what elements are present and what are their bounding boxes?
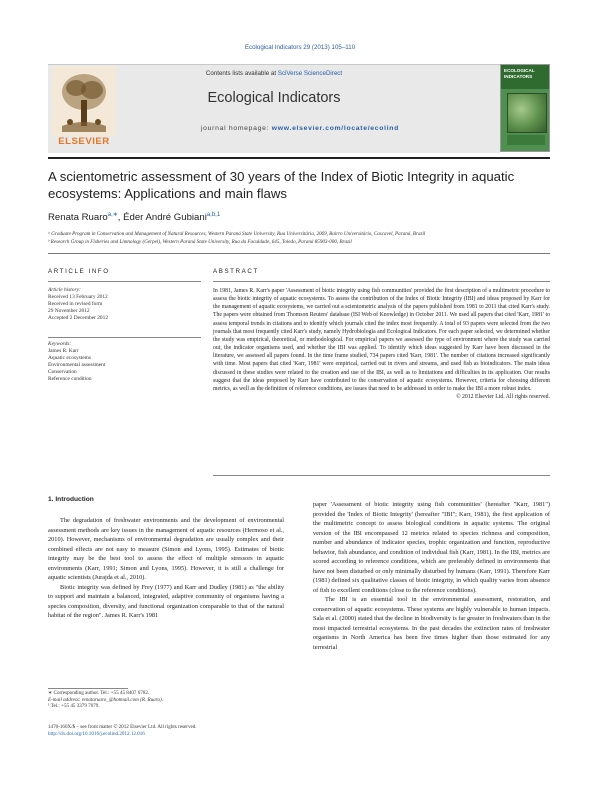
received-date: Received 13 February 2012 — [48, 294, 108, 300]
keyword-item: James R. Karr — [48, 348, 79, 354]
abstract-body — [213, 287, 550, 401]
cover-title: ECOLOGICAL INDICATORS — [504, 68, 535, 79]
abstract-divider — [213, 281, 550, 282]
author-separator: , — [117, 212, 124, 224]
author-name[interactable]: Renata Ruaro — [48, 212, 108, 224]
keywords — [48, 341, 201, 383]
email-note[interactable]: E-mail address: renataruaro_@hotmail.com (R. Ruaro). — [48, 696, 163, 703]
author-name[interactable]: Éder André Gubiani — [123, 212, 207, 224]
body-column-left — [48, 516, 284, 621]
article-title: A scientometric assessment of 30 years of the Index of Biotic Integrity in aquatic ecosystems: Applications and main flaws — [48, 169, 515, 201]
homepage-label: journal homepage: — [200, 125, 270, 132]
abstract-bottom-divider — [213, 475, 550, 476]
corresponding-author-note: ∗ Corresponding author. Tel.: +55 45 8407 6782. — [48, 690, 150, 696]
article-info-divider — [48, 281, 201, 282]
doi-link[interactable]: http://dx.doi.org/10.1016/j.ecolind.2012.12.016 — [48, 730, 145, 737]
history-label: Article history: — [48, 287, 81, 293]
copyright-notice: © 2012 Elsevier Ltd. All rights reserved. — [456, 394, 550, 401]
contents-prefix: Contents lists available at — [205, 70, 277, 77]
keyword-item: Conservation — [48, 369, 77, 375]
issn-line: 1470-160X/$ – see front matter © 2012 Elsevier Ltd. All rights reserved. — [48, 724, 197, 730]
revised-label: Received in revised form — [48, 301, 103, 307]
affiliation-a: ᵃ Graduate Program in Conservation and Management of Natural Resources, Western Paraná State University, Rua Universitária, 2069, Bairro Universitário, Cascavel, Paraná, Brazil — [48, 231, 426, 237]
revised-date: 29 November 2012 — [48, 308, 90, 314]
paragraph: paper 'Assessment of biotic integrity using fish communities' (hereafter "Karr, 1981") provided the 'Index of Biotic Integrity' (hereafter "IBI"; Karr, 1981), the first application of the multimetric concept to assess biological conditions in aquatic systems. The original version of the IBI encompassed 12 metrics related to species richness and composition, number and abundance of indicator species, trophic organization and function, reproductive behavior, fish abundance, and condition of individual fish (Karr, 1981). In the IBI, metrics are scored according to reference conditions, which are preferably defined in environments that have not been disturbed or only minimally disturbed by humans (Karr, 1991). Therefore Karr (1981) defined six qualitative classes of biotic integrity, in which quality varies from absence of fish to excellent conditions (close to the reference conditions). — [313, 501, 550, 594]
section-heading: 1. Introduction — [48, 496, 94, 503]
journal-cover-image[interactable] — [500, 64, 550, 152]
accepted-date: Accepted 2 December 2012 — [48, 315, 109, 321]
article-info-heading: ARTICLE INFO — [48, 268, 110, 275]
affiliation-b: ᵇ Research Group in Fisheries and Limnology (Gerpel), Western Paraná State University, Rua da Faculdade, 645, Toledo, Paraná 85903-000, Brazil — [48, 239, 352, 245]
author-line — [48, 211, 548, 223]
abstract-heading: ABSTRACT — [213, 268, 259, 275]
footer-identifiers — [48, 724, 284, 738]
author-affiliation-marks[interactable]: a,∗ — [107, 212, 118, 218]
publisher-name: ELSEVIER — [58, 136, 110, 147]
paragraph: The degradation of freshwater environments and the development of environmental assessment methods are key issues in the management of aquatic resources (Hermoso et al., 2010). However, mechanisms of environmental degradation are usually complex and their combined effects are not easy to measure (Simon and Lyons, 1995). Estimates of biotic integrity may be the best tool to assess the effect of multiple stressors in aquatic environments (Karr, 1991; Simon and Lyons, 1995). However, it is still a challenge for aquatic scientists (Jurajda et al., 2010). — [48, 517, 284, 581]
telephone-note: ¹ Tel.: +55 45 3379 7079. — [48, 703, 100, 710]
paragraph: Biotic integrity was defined by Frey (1977) and Karr and Dudley (1981) as "the ability to support and maintain a balanced, integrated, adaptive community of organisms having a species composition, diversity, and functional organization comparable to that of the natural habitat of the region". James R. Karr's 1981 — [48, 583, 284, 619]
elsevier-tree-logo-icon — [52, 66, 116, 144]
footnotes — [48, 690, 284, 710]
footnote-divider — [48, 688, 128, 689]
keyword-item: Reference condition — [48, 376, 92, 382]
keywords-label: Keywords: — [48, 341, 72, 347]
sciencedirect-link[interactable]: SciVerse ScienceDirect — [277, 70, 343, 77]
journal-reference[interactable]: Ecological Indicators 29 (2013) 105–110 — [244, 44, 356, 51]
article-history — [48, 287, 201, 322]
author-affiliation-marks[interactable]: a,b,1 — [206, 212, 221, 218]
affiliation-divider — [48, 253, 550, 254]
keyword-item: Aquatic ecosystems — [48, 355, 91, 361]
abstract-text: In 1981, James R. Karr's paper 'Assessment of biotic integrity using fish communities' provided the first description of a multimetric procedure to assess the biotic integrity of aquatic ecosystems. To assess the contribution of the Index of Biotic Integrity (IBI) and ideas proposed by Karr for the management of aquatic ecosystems, we carried out a scientometric analysis of the papers published from 1981 to 2011 that cited Karr's study. The papers were obtained from Thomson Reuters' database (ISI Web of Knowledge) in October 2011. We used all papers that cited 'Karr, 1981' to assess temporal trends in citations and to identify which journals cited the index most frequently. A total of 93 papers were selected from the two journals that most frequently cited Karr's study, namely Hydrobiologia and Ecological Indicators. For each paper selected, we determined whether the study was empirical, theoretical, or methodological. For empirical papers we assessed the type of environment where the study was carried out, the indicator organisms used, and whether the IBI was applied. To identify which ideas suggested by Karr have been discussed in the literature, we assessed all papers found. In the time frame studied, 734 papers cited 'Karr, 1981'. The number of citations increased significantly with time. Most papers that cited 'Karr, 1981' were empirical, carried out in rivers and streams, and used fish as bioindicators. The main ideas discussed in these studies were related to the creation and use of the IBI, as well as to limitations and difficulties in its application. Our results suggest that the ideas proposed by Karr have contributed to the conservation of aquatic ecosystems. However, criteria for choosing different metrics, as well as the definition of reference conditions, are issues that need to be addressed in order to make the IBI a more robust index. — [213, 288, 550, 392]
homepage-line — [150, 125, 450, 132]
paragraph: The IBI is an essential tool in the environmental assessment, restoration, and conservation of aquatic ecosystems. These systems are highly vulnerable to human impacts. Sala et al. (2000) stated that the decline in biodiversity is far greater in freshwaters than in the most impacted terrestrial ecosystems. In the past decades the extinction rates of freshwater organisms in North America has been five times higher than those estimated for any terrestrial — [313, 596, 550, 651]
header-divider — [48, 157, 550, 159]
history-divider — [48, 337, 201, 338]
journal-title: Ecological Indicators — [207, 90, 341, 106]
body-column-right — [313, 500, 550, 652]
keyword-item: Environmental assessment — [48, 362, 106, 368]
homepage-url-link[interactable]: www.elsevier.com/locate/ecolind — [271, 125, 400, 132]
